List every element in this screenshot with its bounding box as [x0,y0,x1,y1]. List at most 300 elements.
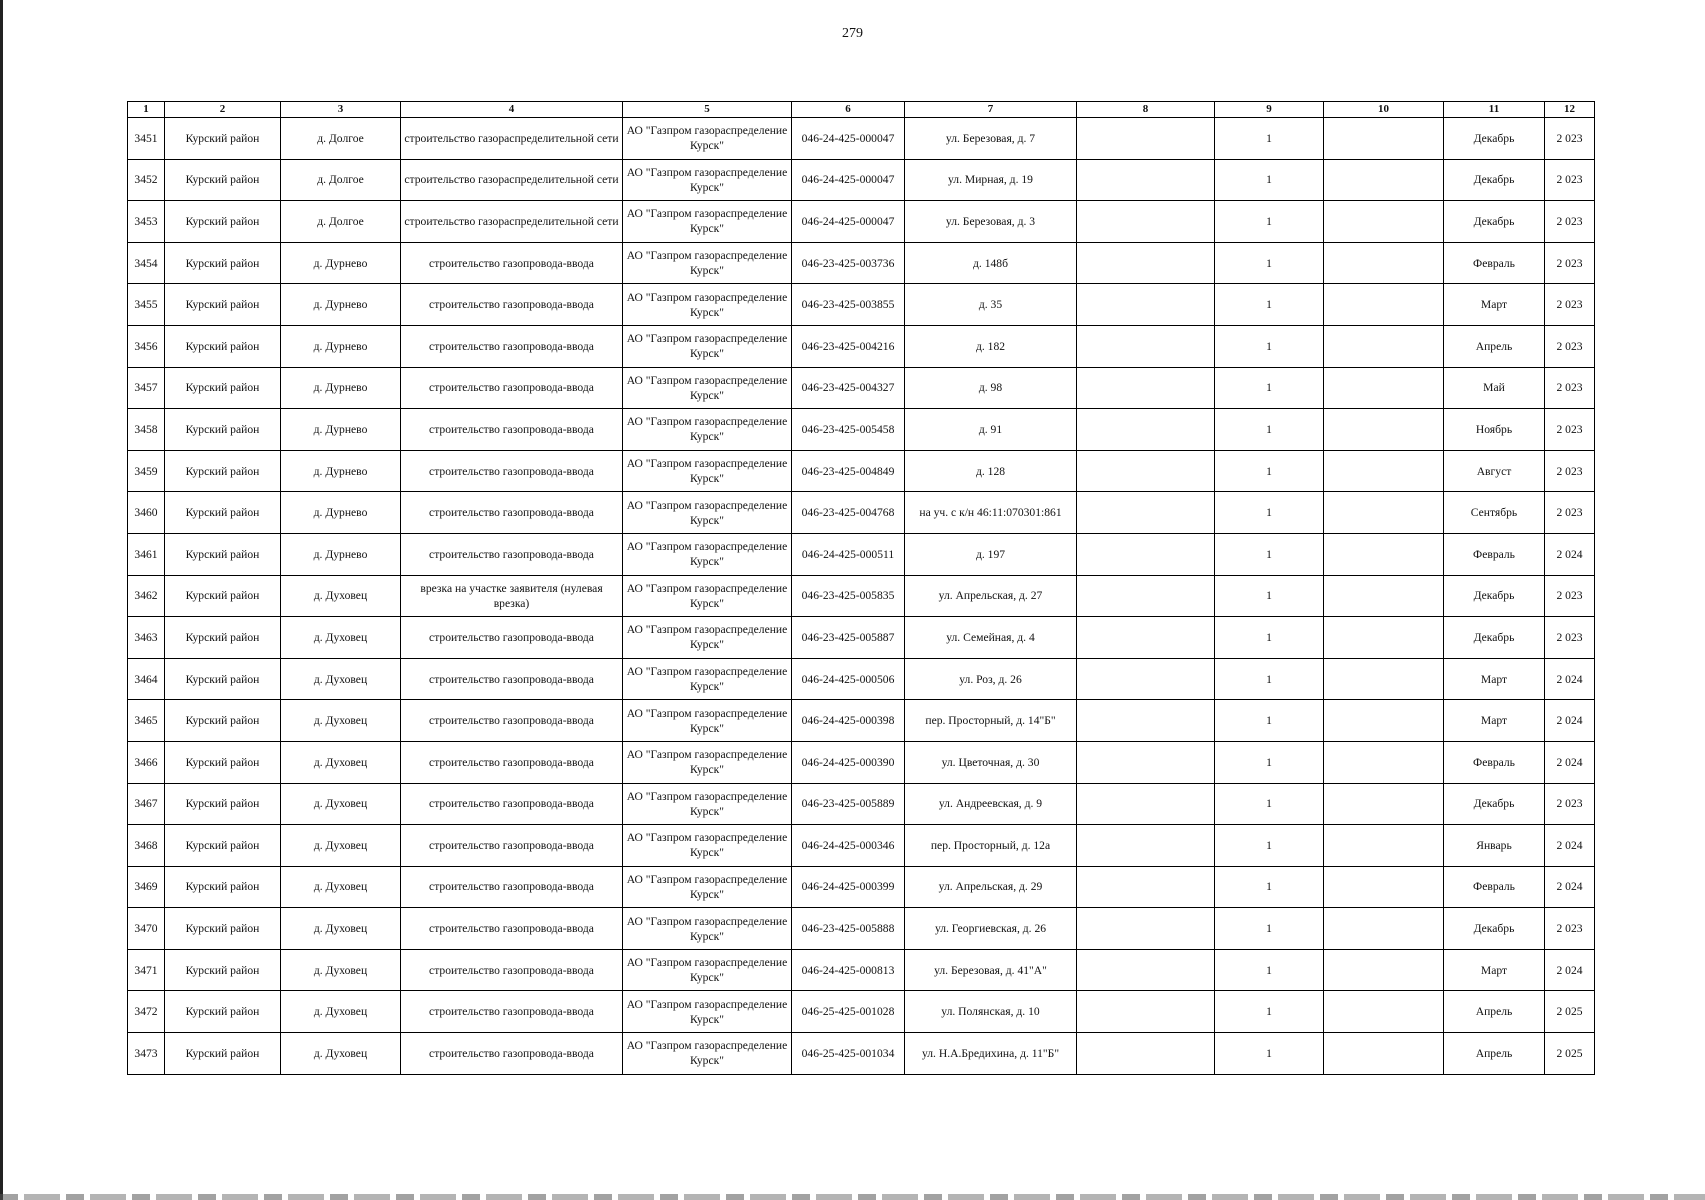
settlement-cell: д. Дурнево [281,450,401,492]
organization-cell: АО "Газпром газораспределение Курск" [623,949,792,991]
scan-edge [0,0,3,1200]
col-10-cell [1324,783,1444,825]
col-8-cell [1077,658,1215,700]
table-row [128,658,1595,700]
organization-cell: АО "Газпром газораспределение Курск" [623,118,792,160]
district-cell: Курский район [165,1033,281,1075]
col-10-cell [1324,700,1444,742]
quantity-cell: 1 [1215,118,1324,160]
quantity-cell: 1 [1215,575,1324,617]
col-8-cell [1077,492,1215,534]
work-type-cell: строительство газопровода-ввода [401,450,623,492]
address-cell: д. 98 [905,367,1077,409]
settlement-cell: д. Духовец [281,908,401,950]
quantity-cell: 1 [1215,284,1324,326]
application-number-cell: 046-23-425-004216 [792,325,905,367]
district-cell: Курский район [165,700,281,742]
col-10-cell [1324,159,1444,201]
work-type-cell: строительство газопровода-ввода [401,242,623,284]
table-row [128,825,1595,867]
quantity-cell: 1 [1215,450,1324,492]
row-number-cell: 3462 [128,575,165,617]
address-cell: д. 197 [905,533,1077,575]
address-cell: ул. Березовая, д. 3 [905,201,1077,243]
address-cell: д. 128 [905,450,1077,492]
work-type-cell: строительство газопровода-ввода [401,284,623,326]
year-cell: 2 024 [1545,741,1595,783]
month-cell: Апрель [1444,1033,1545,1075]
district-cell: Курский район [165,617,281,659]
work-type-cell: строительство газораспределительной сети [401,201,623,243]
month-cell: Декабрь [1444,575,1545,617]
row-number-cell: 3463 [128,617,165,659]
row-number-cell: 3460 [128,492,165,534]
work-type-cell: строительство газопровода-ввода [401,949,623,991]
quantity-cell: 1 [1215,242,1324,284]
year-cell: 2 024 [1545,700,1595,742]
table-row [128,325,1595,367]
quantity-cell: 1 [1215,409,1324,451]
settlement-cell: д. Духовец [281,658,401,700]
table-body [128,118,1595,1075]
col-8-cell [1077,700,1215,742]
col-10-cell [1324,367,1444,409]
district-cell: Курский район [165,325,281,367]
district-cell: Курский район [165,825,281,867]
address-cell: ул. Георгиевская, д. 26 [905,908,1077,950]
address-cell: ул. Апрельская, д. 27 [905,575,1077,617]
col-10-cell [1324,284,1444,326]
month-cell: Ноябрь [1444,409,1545,451]
quantity-cell: 1 [1215,617,1324,659]
work-type-cell: строительство газопровода-ввода [401,658,623,700]
col-8-cell [1077,741,1215,783]
table-row [128,617,1595,659]
row-number-cell: 3473 [128,1033,165,1075]
year-cell: 2 023 [1545,409,1595,451]
application-number-cell: 046-24-425-000390 [792,741,905,783]
month-cell: Май [1444,367,1545,409]
column-header-6: 6 [792,102,905,118]
quantity-cell: 1 [1215,991,1324,1033]
organization-cell: АО "Газпром газораспределение Курск" [623,450,792,492]
address-cell: ул. Полянская, д. 10 [905,991,1077,1033]
row-number-cell: 3465 [128,700,165,742]
district-cell: Курский район [165,118,281,160]
col-8-cell [1077,242,1215,284]
table-row [128,991,1595,1033]
row-number-cell: 3452 [128,159,165,201]
address-cell: ул. Цветочная, д. 30 [905,741,1077,783]
application-number-cell: 046-23-425-005887 [792,617,905,659]
work-type-cell: строительство газопровода-ввода [401,409,623,451]
col-8-cell [1077,949,1215,991]
month-cell: Март [1444,658,1545,700]
settlement-cell: д. Долгое [281,159,401,201]
work-type-cell: строительство газопровода-ввода [401,1033,623,1075]
application-number-cell: 046-23-425-004768 [792,492,905,534]
col-8-cell [1077,825,1215,867]
organization-cell: АО "Газпром газораспределение Курск" [623,617,792,659]
work-type-cell: строительство газопровода-ввода [401,617,623,659]
address-cell: ул. Роз, д. 26 [905,658,1077,700]
year-cell: 2 023 [1545,908,1595,950]
col-8-cell [1077,450,1215,492]
settlement-cell: д. Духовец [281,575,401,617]
district-cell: Курский район [165,242,281,284]
year-cell: 2 023 [1545,242,1595,284]
col-10-cell [1324,991,1444,1033]
col-10-cell [1324,242,1444,284]
organization-cell: АО "Газпром газораспределение Курск" [623,658,792,700]
col-8-cell [1077,866,1215,908]
row-number-cell: 3457 [128,367,165,409]
col-8-cell [1077,908,1215,950]
address-cell: пер. Просторный, д. 14"Б" [905,700,1077,742]
year-cell: 2 023 [1545,118,1595,160]
quantity-cell: 1 [1215,949,1324,991]
organization-cell: АО "Газпром газораспределение Курск" [623,159,792,201]
organization-cell: АО "Газпром газораспределение Курск" [623,991,792,1033]
organization-cell: АО "Газпром газораспределение Курск" [623,866,792,908]
district-cell: Курский район [165,741,281,783]
organization-cell: АО "Газпром газораспределение Курск" [623,409,792,451]
row-number-cell: 3458 [128,409,165,451]
row-number-cell: 3469 [128,866,165,908]
col-10-cell [1324,866,1444,908]
quantity-cell: 1 [1215,825,1324,867]
address-cell: ул. Н.А.Бредихина, д. 11"Б" [905,1033,1077,1075]
settlement-cell: д. Духовец [281,825,401,867]
quantity-cell: 1 [1215,492,1324,534]
col-10-cell [1324,908,1444,950]
row-number-cell: 3451 [128,118,165,160]
application-number-cell: 046-24-425-000813 [792,949,905,991]
quantity-cell: 1 [1215,367,1324,409]
month-cell: Март [1444,284,1545,326]
organization-cell: АО "Газпром газораспределение Курск" [623,908,792,950]
month-cell: Декабрь [1444,617,1545,659]
col-10-cell [1324,741,1444,783]
col-8-cell [1077,367,1215,409]
address-cell: ул. Мирная, д. 19 [905,159,1077,201]
row-number-cell: 3467 [128,783,165,825]
work-type-cell: строительство газораспределительной сети [401,159,623,201]
year-cell: 2 023 [1545,450,1595,492]
year-cell: 2 024 [1545,825,1595,867]
col-10-cell [1324,201,1444,243]
month-cell: Февраль [1444,741,1545,783]
work-type-cell: строительство газопровода-ввода [401,866,623,908]
year-cell: 2 024 [1545,866,1595,908]
district-cell: Курский район [165,866,281,908]
application-number-cell: 046-23-425-005835 [792,575,905,617]
settlement-cell: д. Долгое [281,201,401,243]
column-header-5: 5 [623,102,792,118]
table-row [128,575,1595,617]
settlement-cell: д. Дурнево [281,325,401,367]
work-type-cell: строительство газопровода-ввода [401,908,623,950]
settlement-cell: д. Духовец [281,949,401,991]
header-row [128,102,1595,118]
table-row [128,201,1595,243]
col-10-cell [1324,409,1444,451]
district-cell: Курский район [165,575,281,617]
organization-cell: АО "Газпром газораспределение Курск" [623,242,792,284]
organization-cell: АО "Газпром газораспределение Курск" [623,367,792,409]
quantity-cell: 1 [1215,658,1324,700]
district-cell: Курский район [165,783,281,825]
table-row [128,533,1595,575]
district-cell: Курский район [165,367,281,409]
address-cell: д. 91 [905,409,1077,451]
year-cell: 2 023 [1545,617,1595,659]
table-row [128,1033,1595,1075]
table-row [128,741,1595,783]
district-cell: Курский район [165,201,281,243]
col-10-cell [1324,533,1444,575]
month-cell: Март [1444,700,1545,742]
col-8-cell [1077,201,1215,243]
col-10-cell [1324,492,1444,534]
row-number-cell: 3471 [128,949,165,991]
col-10-cell [1324,1033,1444,1075]
column-header-9: 9 [1215,102,1324,118]
table-row [128,949,1595,991]
month-cell: Февраль [1444,242,1545,284]
district-cell: Курский район [165,658,281,700]
table-row [128,908,1595,950]
quantity-cell: 1 [1215,533,1324,575]
settlement-cell: д. Дурнево [281,242,401,284]
settlement-cell: д. Дурнево [281,367,401,409]
organization-cell: АО "Газпром газораспределение Курск" [623,575,792,617]
application-number-cell: 046-24-425-000346 [792,825,905,867]
settlement-cell: д. Духовец [281,700,401,742]
month-cell: Апрель [1444,325,1545,367]
row-number-cell: 3472 [128,991,165,1033]
application-number-cell: 046-24-425-000047 [792,201,905,243]
work-type-cell: строительство газопровода-ввода [401,991,623,1033]
scan-bottom-artifact [0,1194,1705,1200]
table-row [128,783,1595,825]
year-cell: 2 025 [1545,991,1595,1033]
quantity-cell: 1 [1215,908,1324,950]
year-cell: 2 023 [1545,783,1595,825]
settlement-cell: д. Духовец [281,617,401,659]
address-cell: д. 35 [905,284,1077,326]
year-cell: 2 025 [1545,1033,1595,1075]
row-number-cell: 3461 [128,533,165,575]
row-number-cell: 3454 [128,242,165,284]
district-cell: Курский район [165,949,281,991]
col-8-cell [1077,783,1215,825]
row-number-cell: 3466 [128,741,165,783]
year-cell: 2 023 [1545,159,1595,201]
application-number-cell: 046-23-425-004327 [792,367,905,409]
settlement-cell: д. Духовец [281,783,401,825]
col-10-cell [1324,658,1444,700]
application-number-cell: 046-24-425-000047 [792,159,905,201]
col-10-cell [1324,450,1444,492]
organization-cell: АО "Газпром газораспределение Курск" [623,1033,792,1075]
month-cell: Сентябрь [1444,492,1545,534]
column-header-4: 4 [401,102,623,118]
work-type-cell: строительство газопровода-ввода [401,325,623,367]
settlement-cell: д. Дурнево [281,492,401,534]
application-number-cell: 046-24-425-000047 [792,118,905,160]
organization-cell: АО "Газпром газораспределение Курск" [623,533,792,575]
col-8-cell [1077,118,1215,160]
row-number-cell: 3468 [128,825,165,867]
district-cell: Курский район [165,533,281,575]
month-cell: Февраль [1444,533,1545,575]
table-row [128,409,1595,451]
application-number-cell: 046-24-425-000398 [792,700,905,742]
row-number-cell: 3453 [128,201,165,243]
organization-cell: АО "Газпром газораспределение Курск" [623,783,792,825]
address-cell: ул. Апрельская, д. 29 [905,866,1077,908]
year-cell: 2 023 [1545,325,1595,367]
column-header-8: 8 [1077,102,1215,118]
month-cell: Март [1444,949,1545,991]
settlement-cell: д. Духовец [281,741,401,783]
row-number-cell: 3464 [128,658,165,700]
address-cell: на уч. с к/н 46:11:070301:861 [905,492,1077,534]
month-cell: Апрель [1444,991,1545,1033]
col-8-cell [1077,409,1215,451]
col-10-cell [1324,118,1444,160]
organization-cell: АО "Газпром газораспределение Курск" [623,201,792,243]
column-header-3: 3 [281,102,401,118]
work-type-cell: строительство газопровода-ввода [401,492,623,534]
application-number-cell: 046-24-425-000506 [792,658,905,700]
work-type-cell: строительство газопровода-ввода [401,783,623,825]
application-number-cell: 046-25-425-001034 [792,1033,905,1075]
col-8-cell [1077,159,1215,201]
year-cell: 2 023 [1545,284,1595,326]
work-type-cell: строительство газораспределительной сети [401,118,623,160]
col-8-cell [1077,325,1215,367]
month-cell: Январь [1444,825,1545,867]
quantity-cell: 1 [1215,159,1324,201]
table-row [128,367,1595,409]
month-cell: Декабрь [1444,908,1545,950]
year-cell: 2 024 [1545,658,1595,700]
year-cell: 2 023 [1545,575,1595,617]
quantity-cell: 1 [1215,201,1324,243]
settlement-cell: д. Дурнево [281,409,401,451]
application-number-cell: 046-24-425-000511 [792,533,905,575]
col-10-cell [1324,949,1444,991]
quantity-cell: 1 [1215,866,1324,908]
settlement-cell: д. Дурнево [281,284,401,326]
address-cell: ул. Березовая, д. 41"А" [905,949,1077,991]
work-type-cell: строительство газопровода-ввода [401,741,623,783]
col-8-cell [1077,1033,1215,1075]
district-cell: Курский район [165,991,281,1033]
column-header-12: 12 [1545,102,1595,118]
col-10-cell [1324,825,1444,867]
application-number-cell: 046-24-425-000399 [792,866,905,908]
settlement-cell: д. Духовец [281,866,401,908]
month-cell: Август [1444,450,1545,492]
work-type-cell: врезка на участке заявителя (нулевая врезка) [401,575,623,617]
col-10-cell [1324,575,1444,617]
year-cell: 2 023 [1545,492,1595,534]
organization-cell: АО "Газпром газораспределение Курск" [623,700,792,742]
address-cell: ул. Семейная, д. 4 [905,617,1077,659]
column-header-10: 10 [1324,102,1444,118]
work-type-cell: строительство газопровода-ввода [401,700,623,742]
work-type-cell: строительство газопровода-ввода [401,825,623,867]
register-table [127,101,1595,1075]
table-row [128,866,1595,908]
settlement-cell: д. Долгое [281,118,401,160]
column-header-11: 11 [1444,102,1545,118]
row-number-cell: 3456 [128,325,165,367]
settlement-cell: д. Духовец [281,991,401,1033]
organization-cell: АО "Газпром газораспределение Курск" [623,492,792,534]
row-number-cell: 3470 [128,908,165,950]
address-cell: д. 182 [905,325,1077,367]
column-header-1: 1 [128,102,165,118]
col-8-cell [1077,533,1215,575]
table-row [128,284,1595,326]
application-number-cell: 046-23-425-005889 [792,783,905,825]
application-number-cell: 046-23-425-003855 [792,284,905,326]
page-number: 279 [842,26,863,41]
col-8-cell [1077,991,1215,1033]
district-cell: Курский район [165,450,281,492]
organization-cell: АО "Газпром газораспределение Курск" [623,284,792,326]
col-10-cell [1324,617,1444,659]
table-row [128,700,1595,742]
work-type-cell: строительство газопровода-ввода [401,367,623,409]
column-header-7: 7 [905,102,1077,118]
application-number-cell: 046-25-425-001028 [792,991,905,1033]
table-row [128,159,1595,201]
application-number-cell: 046-23-425-004849 [792,450,905,492]
quantity-cell: 1 [1215,741,1324,783]
address-cell: ул. Андреевская, д. 9 [905,783,1077,825]
district-cell: Курский район [165,159,281,201]
district-cell: Курский район [165,492,281,534]
table-row [128,118,1595,160]
work-type-cell: строительство газопровода-ввода [401,533,623,575]
quantity-cell: 1 [1215,325,1324,367]
quantity-cell: 1 [1215,700,1324,742]
row-number-cell: 3459 [128,450,165,492]
month-cell: Февраль [1444,866,1545,908]
district-cell: Курский район [165,409,281,451]
address-cell: пер. Просторный, д. 12а [905,825,1077,867]
application-number-cell: 046-23-425-005458 [792,409,905,451]
table-row [128,492,1595,534]
address-cell: ул. Березовая, д. 7 [905,118,1077,160]
col-8-cell [1077,575,1215,617]
district-cell: Курский район [165,908,281,950]
month-cell: Декабрь [1444,783,1545,825]
organization-cell: АО "Газпром газораспределение Курск" [623,741,792,783]
address-cell: д. 148б [905,242,1077,284]
settlement-cell: д. Духовец [281,1033,401,1075]
quantity-cell: 1 [1215,783,1324,825]
table-row [128,242,1595,284]
column-header-2: 2 [165,102,281,118]
settlement-cell: д. Дурнево [281,533,401,575]
district-cell: Курский район [165,284,281,326]
